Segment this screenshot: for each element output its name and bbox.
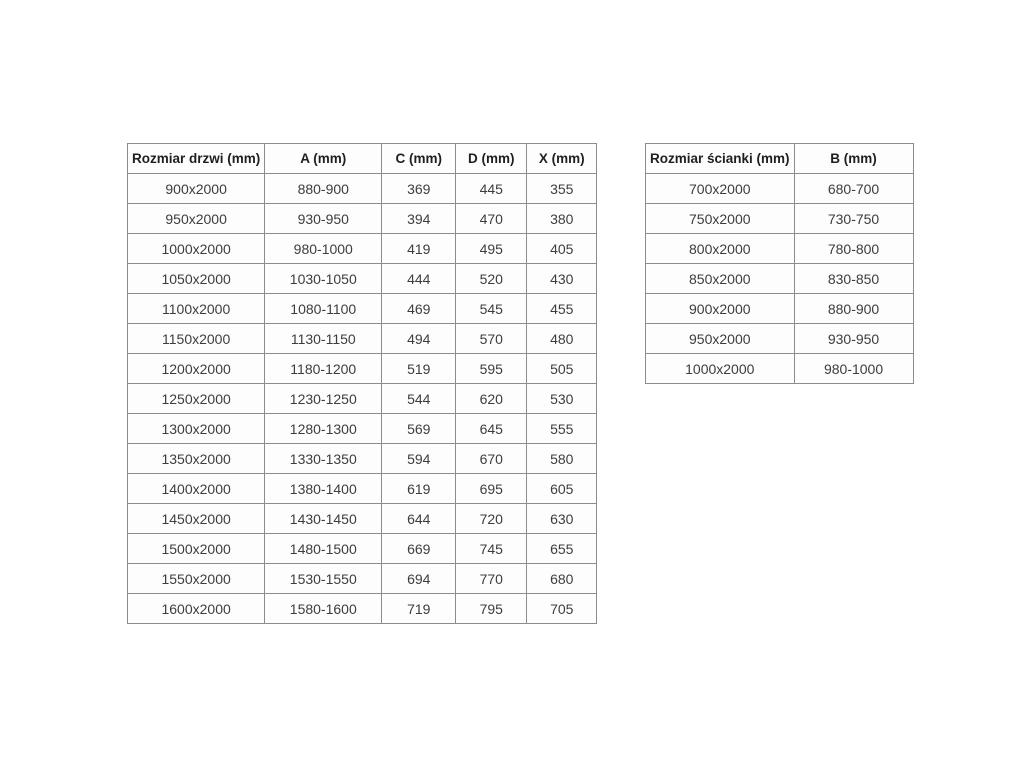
table-row (128, 534, 597, 564)
table-cell: 1280-1300 (265, 414, 382, 444)
column-header: B (mm) (794, 144, 913, 174)
column-header: Rozmiar ścianki (mm) (646, 144, 795, 174)
table-cell: 1150x2000 (128, 324, 265, 354)
table-row (646, 354, 914, 384)
table-cell: 1200x2000 (128, 354, 265, 384)
table-cell: 670 (456, 444, 527, 474)
table-cell: 800x2000 (646, 234, 795, 264)
table-cell: 1600x2000 (128, 594, 265, 624)
table-cell: 930-950 (794, 324, 913, 354)
table-cell: 405 (527, 234, 597, 264)
table-cell: 1000x2000 (646, 354, 795, 384)
table-cell: 444 (382, 264, 456, 294)
table-cell: 850x2000 (646, 264, 795, 294)
table-cell: 700x2000 (646, 174, 795, 204)
table-cell: 619 (382, 474, 456, 504)
table-cell: 1450x2000 (128, 504, 265, 534)
table-cell: 680 (527, 564, 597, 594)
table-cell: 1000x2000 (128, 234, 265, 264)
table-row (128, 414, 597, 444)
table-cell: 795 (456, 594, 527, 624)
table-cell: 519 (382, 354, 456, 384)
table-cell: 655 (527, 534, 597, 564)
table-cell: 1500x2000 (128, 534, 265, 564)
table-row (646, 264, 914, 294)
table-cell: 1380-1400 (265, 474, 382, 504)
table-cell: 630 (527, 504, 597, 534)
table-cell: 555 (527, 414, 597, 444)
table-cell: 930-950 (265, 204, 382, 234)
table-cell: 1250x2000 (128, 384, 265, 414)
table-cell: 495 (456, 234, 527, 264)
table-row (128, 594, 597, 624)
table-cell: 1030-1050 (265, 264, 382, 294)
table-row (128, 474, 597, 504)
table-cell: 1480-1500 (265, 534, 382, 564)
table-row (128, 504, 597, 534)
table-cell: 950x2000 (128, 204, 265, 234)
table-row (128, 384, 597, 414)
table-row (128, 294, 597, 324)
header-row (646, 144, 914, 174)
table-cell: 469 (382, 294, 456, 324)
column-header: C (mm) (382, 144, 456, 174)
table-cell: 570 (456, 324, 527, 354)
table-cell: 980-1000 (794, 354, 913, 384)
table-cell: 520 (456, 264, 527, 294)
table-row (646, 324, 914, 354)
table-cell: 830-850 (794, 264, 913, 294)
table-row (128, 264, 597, 294)
table-cell: 1050x2000 (128, 264, 265, 294)
table-cell: 545 (456, 294, 527, 324)
table-cell: 580 (527, 444, 597, 474)
table-cell: 980-1000 (265, 234, 382, 264)
table-cell: 1080-1100 (265, 294, 382, 324)
table-row (128, 354, 597, 384)
table-cell: 505 (527, 354, 597, 384)
table-cell: 900x2000 (646, 294, 795, 324)
table-cell: 394 (382, 204, 456, 234)
table-cell: 680-700 (794, 174, 913, 204)
table-row (128, 444, 597, 474)
table-cell: 455 (527, 294, 597, 324)
table-cell: 950x2000 (646, 324, 795, 354)
table-cell: 470 (456, 204, 527, 234)
table-cell: 1400x2000 (128, 474, 265, 504)
column-header: X (mm) (527, 144, 597, 174)
table-cell: 745 (456, 534, 527, 564)
column-header: D (mm) (456, 144, 527, 174)
table-cell: 494 (382, 324, 456, 354)
table-cell: 594 (382, 444, 456, 474)
table-cell: 1330-1350 (265, 444, 382, 474)
table-cell: 669 (382, 534, 456, 564)
table-cell: 605 (527, 474, 597, 504)
table-row (646, 294, 914, 324)
table-cell: 770 (456, 564, 527, 594)
table-cell: 1530-1550 (265, 564, 382, 594)
table-cell: 445 (456, 174, 527, 204)
table-cell: 645 (456, 414, 527, 444)
table-cell: 900x2000 (128, 174, 265, 204)
table-cell: 705 (527, 594, 597, 624)
table-cell: 719 (382, 594, 456, 624)
table-row (128, 204, 597, 234)
table-row (128, 564, 597, 594)
table-cell: 720 (456, 504, 527, 534)
table-cell: 430 (527, 264, 597, 294)
table-cell: 1130-1150 (265, 324, 382, 354)
table-cell: 380 (527, 204, 597, 234)
table-cell: 880-900 (265, 174, 382, 204)
column-header: A (mm) (265, 144, 382, 174)
table-row (646, 234, 914, 264)
wall-size-table (645, 143, 914, 384)
table-row (128, 234, 597, 264)
table-cell: 544 (382, 384, 456, 414)
table-cell: 1580-1600 (265, 594, 382, 624)
table-cell: 1350x2000 (128, 444, 265, 474)
table-cell: 620 (456, 384, 527, 414)
table-row (646, 204, 914, 234)
table-cell: 730-750 (794, 204, 913, 234)
table-cell: 1300x2000 (128, 414, 265, 444)
table-cell: 695 (456, 474, 527, 504)
table-cell: 780-800 (794, 234, 913, 264)
door-size-table (127, 143, 597, 624)
table-cell: 419 (382, 234, 456, 264)
table-cell: 355 (527, 174, 597, 204)
table-cell: 1230-1250 (265, 384, 382, 414)
table-cell: 750x2000 (646, 204, 795, 234)
table-row (128, 174, 597, 204)
table-cell: 1180-1200 (265, 354, 382, 384)
table-cell: 1550x2000 (128, 564, 265, 594)
table-row (128, 324, 597, 354)
table-cell: 569 (382, 414, 456, 444)
table-cell: 595 (456, 354, 527, 384)
column-header: Rozmiar drzwi (mm) (128, 144, 265, 174)
table-cell: 530 (527, 384, 597, 414)
table-cell: 480 (527, 324, 597, 354)
table-cell: 694 (382, 564, 456, 594)
table-cell: 369 (382, 174, 456, 204)
table-cell: 1100x2000 (128, 294, 265, 324)
table-row (646, 174, 914, 204)
table-cell: 1430-1450 (265, 504, 382, 534)
table-cell: 644 (382, 504, 456, 534)
table-cell: 880-900 (794, 294, 913, 324)
header-row (128, 144, 597, 174)
